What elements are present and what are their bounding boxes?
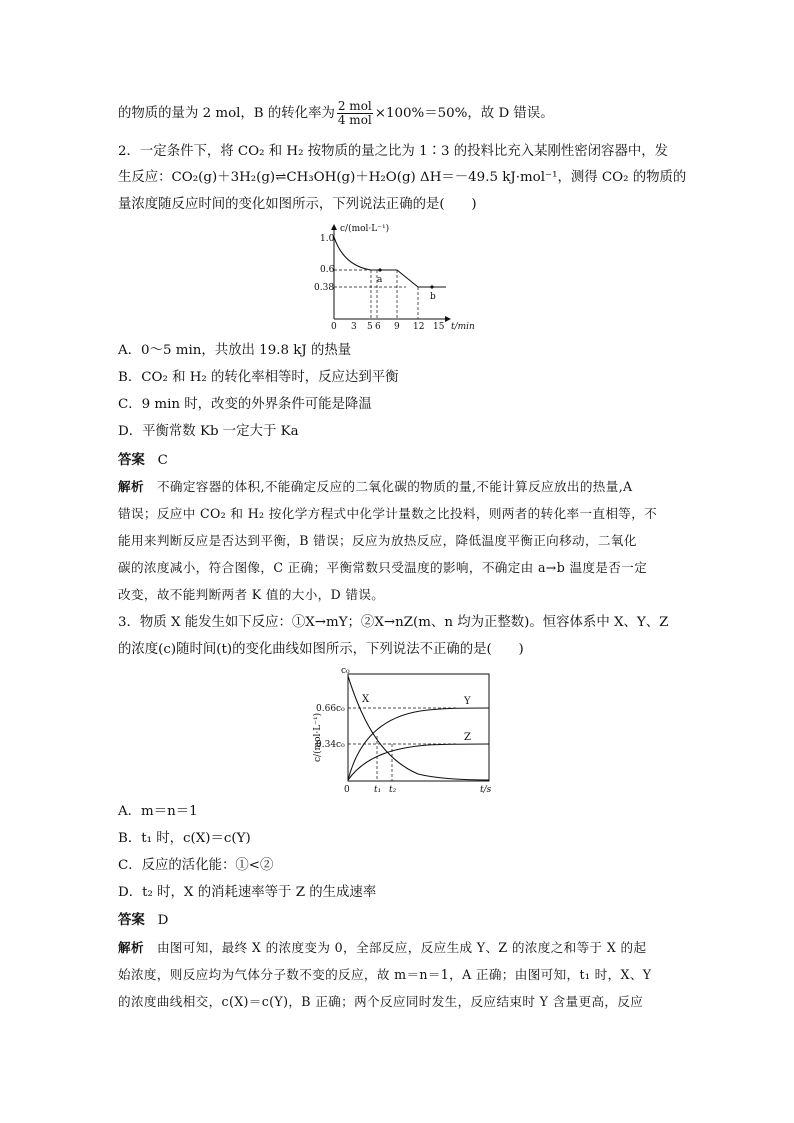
text-fragment: 的物质的量为 2 mol，B 的转化率为 bbox=[118, 106, 335, 121]
co2-curve bbox=[334, 237, 446, 287]
q2-analysis-line-4: 碳的浓度减小，符合图像，C 正确；平衡常数只受温度的影响，不确定由 a→b 温度是否一定 bbox=[118, 560, 648, 575]
point-a-label: a bbox=[377, 275, 383, 285]
q3-analysis-line-2: 始浓度，则反应均为气体分子数不变的反应，故 m＝n＝1，A 正确；由图可知，t₁ 时，X、Y bbox=[118, 967, 652, 982]
q2-stem-line-2: 生反应：CO₂(g)＋3H₂(g)⇌CH₃OH(g)＋H₂O(g) ΔH＝－49.5 kJ·mol⁻¹，测得 CO₂ 的物质的 bbox=[118, 170, 687, 185]
y-tick-label: 0.6 bbox=[320, 265, 335, 275]
x-tick-label: 15 bbox=[433, 322, 445, 332]
q3-stem-line-1: 3．物质 X 能发生如下反应：①X→mY；②X→nZ(m、n 均为正整数)。恒容体系中 X、Y、Z bbox=[118, 615, 669, 630]
q3-option-b: B．t₁ 时，c(X)＝c(Y) bbox=[118, 831, 251, 846]
x-tick-label: 12 bbox=[413, 322, 425, 332]
y-tick-034: 0.34c₀ bbox=[316, 740, 345, 750]
q2-option-b: B．CO₂ 和 H₂ 的转化率相等时，反应达到平衡 bbox=[118, 370, 399, 385]
fraction-numerator: 2 mol bbox=[337, 99, 372, 113]
text-fragment: ×100%＝50%，故 D 错误。 bbox=[374, 106, 554, 121]
continuation-line bbox=[118, 100, 554, 127]
x-tick-t2: t₂ bbox=[389, 785, 397, 795]
label-y: Y bbox=[464, 696, 471, 707]
q2-option-a: A．0～5 min，共放出 19.8 kJ 的热量 bbox=[118, 343, 352, 358]
co2-concentration-chart bbox=[300, 215, 510, 335]
x-axis-label: t/s bbox=[480, 785, 492, 795]
xyz-concentration-chart bbox=[308, 664, 503, 799]
q3-answer bbox=[118, 911, 168, 930]
q3-option-d: D．t₂ 时，X 的消耗速率等于 Z 的生成速率 bbox=[118, 885, 377, 900]
x-tick-label: 3 bbox=[351, 322, 357, 332]
answer-value: C bbox=[157, 453, 168, 468]
y-tick-label: 0.38 bbox=[314, 283, 335, 293]
answer-value: D bbox=[157, 913, 169, 928]
x-tick-label: 0 bbox=[331, 322, 337, 332]
point-b-label: b bbox=[430, 292, 436, 302]
q2-analysis-line-1 bbox=[118, 478, 633, 496]
fraction bbox=[337, 100, 373, 127]
point-b bbox=[430, 285, 433, 288]
q2-option-c: C．9 min 时，改变的外界条件可能是降温 bbox=[118, 397, 372, 412]
q2-analysis-line-5: 改变，故不能判断两者 K 值的大小，D 错误。 bbox=[118, 587, 385, 602]
point-a bbox=[378, 268, 381, 271]
q2-analysis-line-2: 错误；反应中 CO₂ 和 H₂ 按化学方程式中化学计量数之比投料，则两者的转化率一直相等，不 bbox=[118, 506, 658, 521]
analysis-text: 不确定容器的体积,不能确定反应的二氧化碳的物质的量,不能计算反应放出的热量,A bbox=[156, 479, 633, 494]
label-z: Z bbox=[464, 732, 471, 743]
y-axis-label: c/(mol·L⁻¹) bbox=[313, 712, 323, 762]
answer-label: 答案 bbox=[118, 452, 145, 468]
y-tick-label: 1.0 bbox=[320, 234, 335, 244]
y-tick-c0: c₀ bbox=[341, 666, 350, 676]
label-x: X bbox=[362, 694, 370, 705]
q2-answer bbox=[118, 451, 168, 470]
x-tick-label: 5 bbox=[367, 322, 373, 332]
q3-analysis-line-3: 的浓度曲线相交，c(X)＝c(Y)，B 正确；两个反应同时发生，反应结束时 Y 含量更高，反应 bbox=[118, 994, 644, 1009]
fraction-denominator: 4 mol bbox=[337, 113, 372, 127]
analysis-text: 由图可知，最终 X 的浓度变为 0，全部反应，反应生成 Y、Z 的浓度之和等于 X 的起 bbox=[156, 940, 647, 955]
x-tick-t1: t₁ bbox=[374, 785, 382, 795]
x-tick-0: 0 bbox=[344, 785, 350, 795]
q3-option-a: A．m＝n＝1 bbox=[118, 804, 198, 819]
answer-label: 答案 bbox=[118, 912, 145, 928]
y-axis-label: c/(mol·L⁻¹) bbox=[340, 224, 390, 234]
q2-option-d: D．平衡常数 Kb 一定大于 Ka bbox=[118, 424, 299, 439]
analysis-label: 解析 bbox=[118, 940, 144, 955]
y-tick-066: 0.66c₀ bbox=[316, 704, 345, 714]
x-tick-label: 6 bbox=[375, 322, 381, 332]
x-axis-label: t/min bbox=[451, 322, 475, 332]
q3-option-c: C．反应的活化能：①<② bbox=[118, 858, 274, 873]
analysis-label: 解析 bbox=[118, 479, 144, 494]
q2-stem-line-1: 2．一定条件下，将 CO₂ 和 H₂ 按物质的量之比为 1∶3 的投料比充入某刚性密闭容器中，发 bbox=[118, 144, 669, 159]
curve-x bbox=[348, 676, 489, 780]
q3-analysis-line-1 bbox=[118, 939, 646, 957]
q2-stem-line-3: 量浓度随反应时间的变化如图所示，下列说法正确的是( ) bbox=[118, 197, 477, 212]
q2-analysis-line-3: 能用来判断反应是否达到平衡，B 错误；反应为放热反应，降低温度平衡正向移动，二氧化 bbox=[118, 533, 637, 548]
q3-stem-line-2: 的浓度(c)随时间(t)的变化曲线如图所示，下列说法不正确的是( ) bbox=[118, 642, 524, 657]
x-tick-label: 9 bbox=[394, 322, 400, 332]
